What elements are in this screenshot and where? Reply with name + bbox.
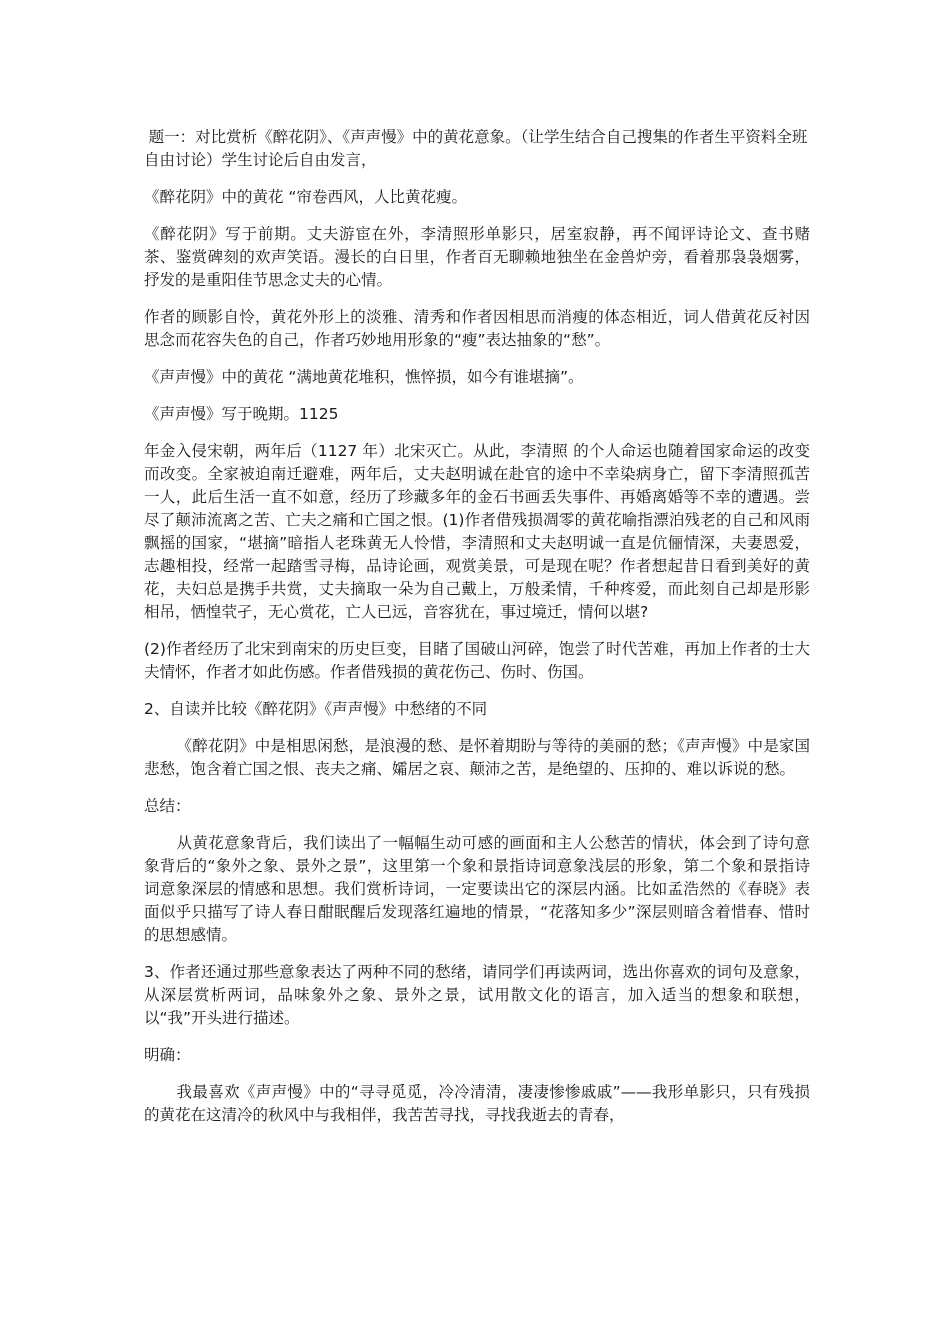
answer-text: 我最喜欢《声声慢》中的“寻寻觅觅，冷冷清清，凄凄惨惨戚戚”——我形单影只，只有残损的黄花在这清冷的秋风中与我相伴，我苦苦寻找，寻找我逝去的青春， <box>144 1083 810 1124</box>
section-three-heading: 3、作者还通过那些意象表达了两种不同的愁绪，请同学们再读两词，选出你喜欢的词句及意象，从深层赏析两词，品味象外之象、景外之景，试用散文化的语言，加入适当的想象和联想，以“我”开头进行描述。 <box>144 963 810 1027</box>
shengshengman-analysis: (2)作者经历了北宋到南宋的历史巨变，目睹了国破山河碎，饱尝了时代苦难，再加上作者的士大夫情怀，作者才如此伤感。作者借残损的黄花伤己、伤时、伤国。 <box>144 640 810 681</box>
answer-heading: 明确： <box>144 1046 191 1064</box>
shengshengman-background: 年金入侵宋朝，两年后（1127 年）北宋灭亡。从此，李清照 的个人命运也随着国家命运的改变而改变。全家被迫南迁避难，两年后，丈夫赵明诚在赴官的途中不幸染病身亡，留下李清照孤苦一人，此后生活一直不如意，经历了珍藏多年的金石书画丢失事件、再婚离婚等不幸的遭遇。尝尽了颠沛流离之苦、亡夫之痛和亡国之恨。(1)作者借残损凋零的黄花喻指漂泊残老的自己和风雨飘摇的国家，“堪摘”暗指人老珠黄无人怜惜，李清照和丈夫赵明诚一直是伉俪情深，夫妻恩爱，志趣相投，经常一起踏雪寻梅，品诗论画，观赏美景，可是现在呢？作者想起昔日看到美好的黄花，夫妇总是携手共赏，丈夫摘取一朵为自己戴上，万般柔情，千种疼爱，而此刻自己却是形影相吊，恓惶茕孑，无心赏花，亡人已远，音容犹在，事过境迁，情何以堪? <box>144 442 810 621</box>
zuihuayin-quote: 《醉花阴》中的黄花 “帘卷西风，人比黄花瘦。 <box>144 188 467 206</box>
shengshengman-date: 《声声慢》写于晚期。1125 <box>144 405 339 423</box>
sorrow-comparison: 《醉花阴》中是相思闲愁，是浪漫的愁、是怀着期盼与等待的美丽的愁；《声声慢》中是家国悲愁，饱含着亡国之恨、丧夫之痛、孀居之哀、颠沛之苦，是绝望的、压抑的、难以诉说的愁。 <box>144 737 810 778</box>
document-body <box>144 126 810 1141</box>
summary-heading: 总结： <box>144 797 191 815</box>
summary-text: 从黄花意象背后，我们读出了一幅幅生动可感的画面和主人公愁苦的情状，体会到了诗句意象背后的“象外之象、景外之景”，这里第一个象和景指诗词意象浅层的形象，第二个象和景指诗词意象深层的情感和思想。我们赏析诗词，一定要读出它的深层内涵。比如孟浩然的《春晓》表面似乎只描写了诗人春日酣眠醒后发现落红遍地的情景，“花落知多少”深层则暗含着惜春、惜时的思想感情。 <box>144 834 810 944</box>
shengshengman-quote: 《声声慢》中的黄花 “满地黄花堆积，憔悴损，如今有谁堪摘”。 <box>144 368 584 386</box>
zuihuayin-background: 《醉花阴》写于前期。丈夫游宦在外，李清照形单影只，居室寂静，再不闻评诗论文、查书赌茶、鉴赏碑刻的欢声笑语。漫长的白日里，作者百无聊赖地独坐在金兽炉旁，看着那袅袅烟雾，抒发的是重阳佳节思念丈夫的心情。 <box>144 225 810 289</box>
topic-one-heading: 题一：对比赏析《醉花阴》、《声声慢》中的黄花意象。（让学生结合自己搜集的作者生平资料全班自由讨论）学生讨论后自由发言， <box>144 128 808 169</box>
zuihuayin-analysis: 作者的顾影自怜，黄花外形上的淡雅、清秀和作者因相思而消瘦的体态相近，词人借黄花反衬因思念而花容失色的自己，作者巧妙地用形象的“瘦”表达抽象的“愁”。 <box>144 308 810 349</box>
section-two-heading: 2、自读并比较《醉花阴》《声声慢》中愁绪的不同 <box>144 700 488 718</box>
